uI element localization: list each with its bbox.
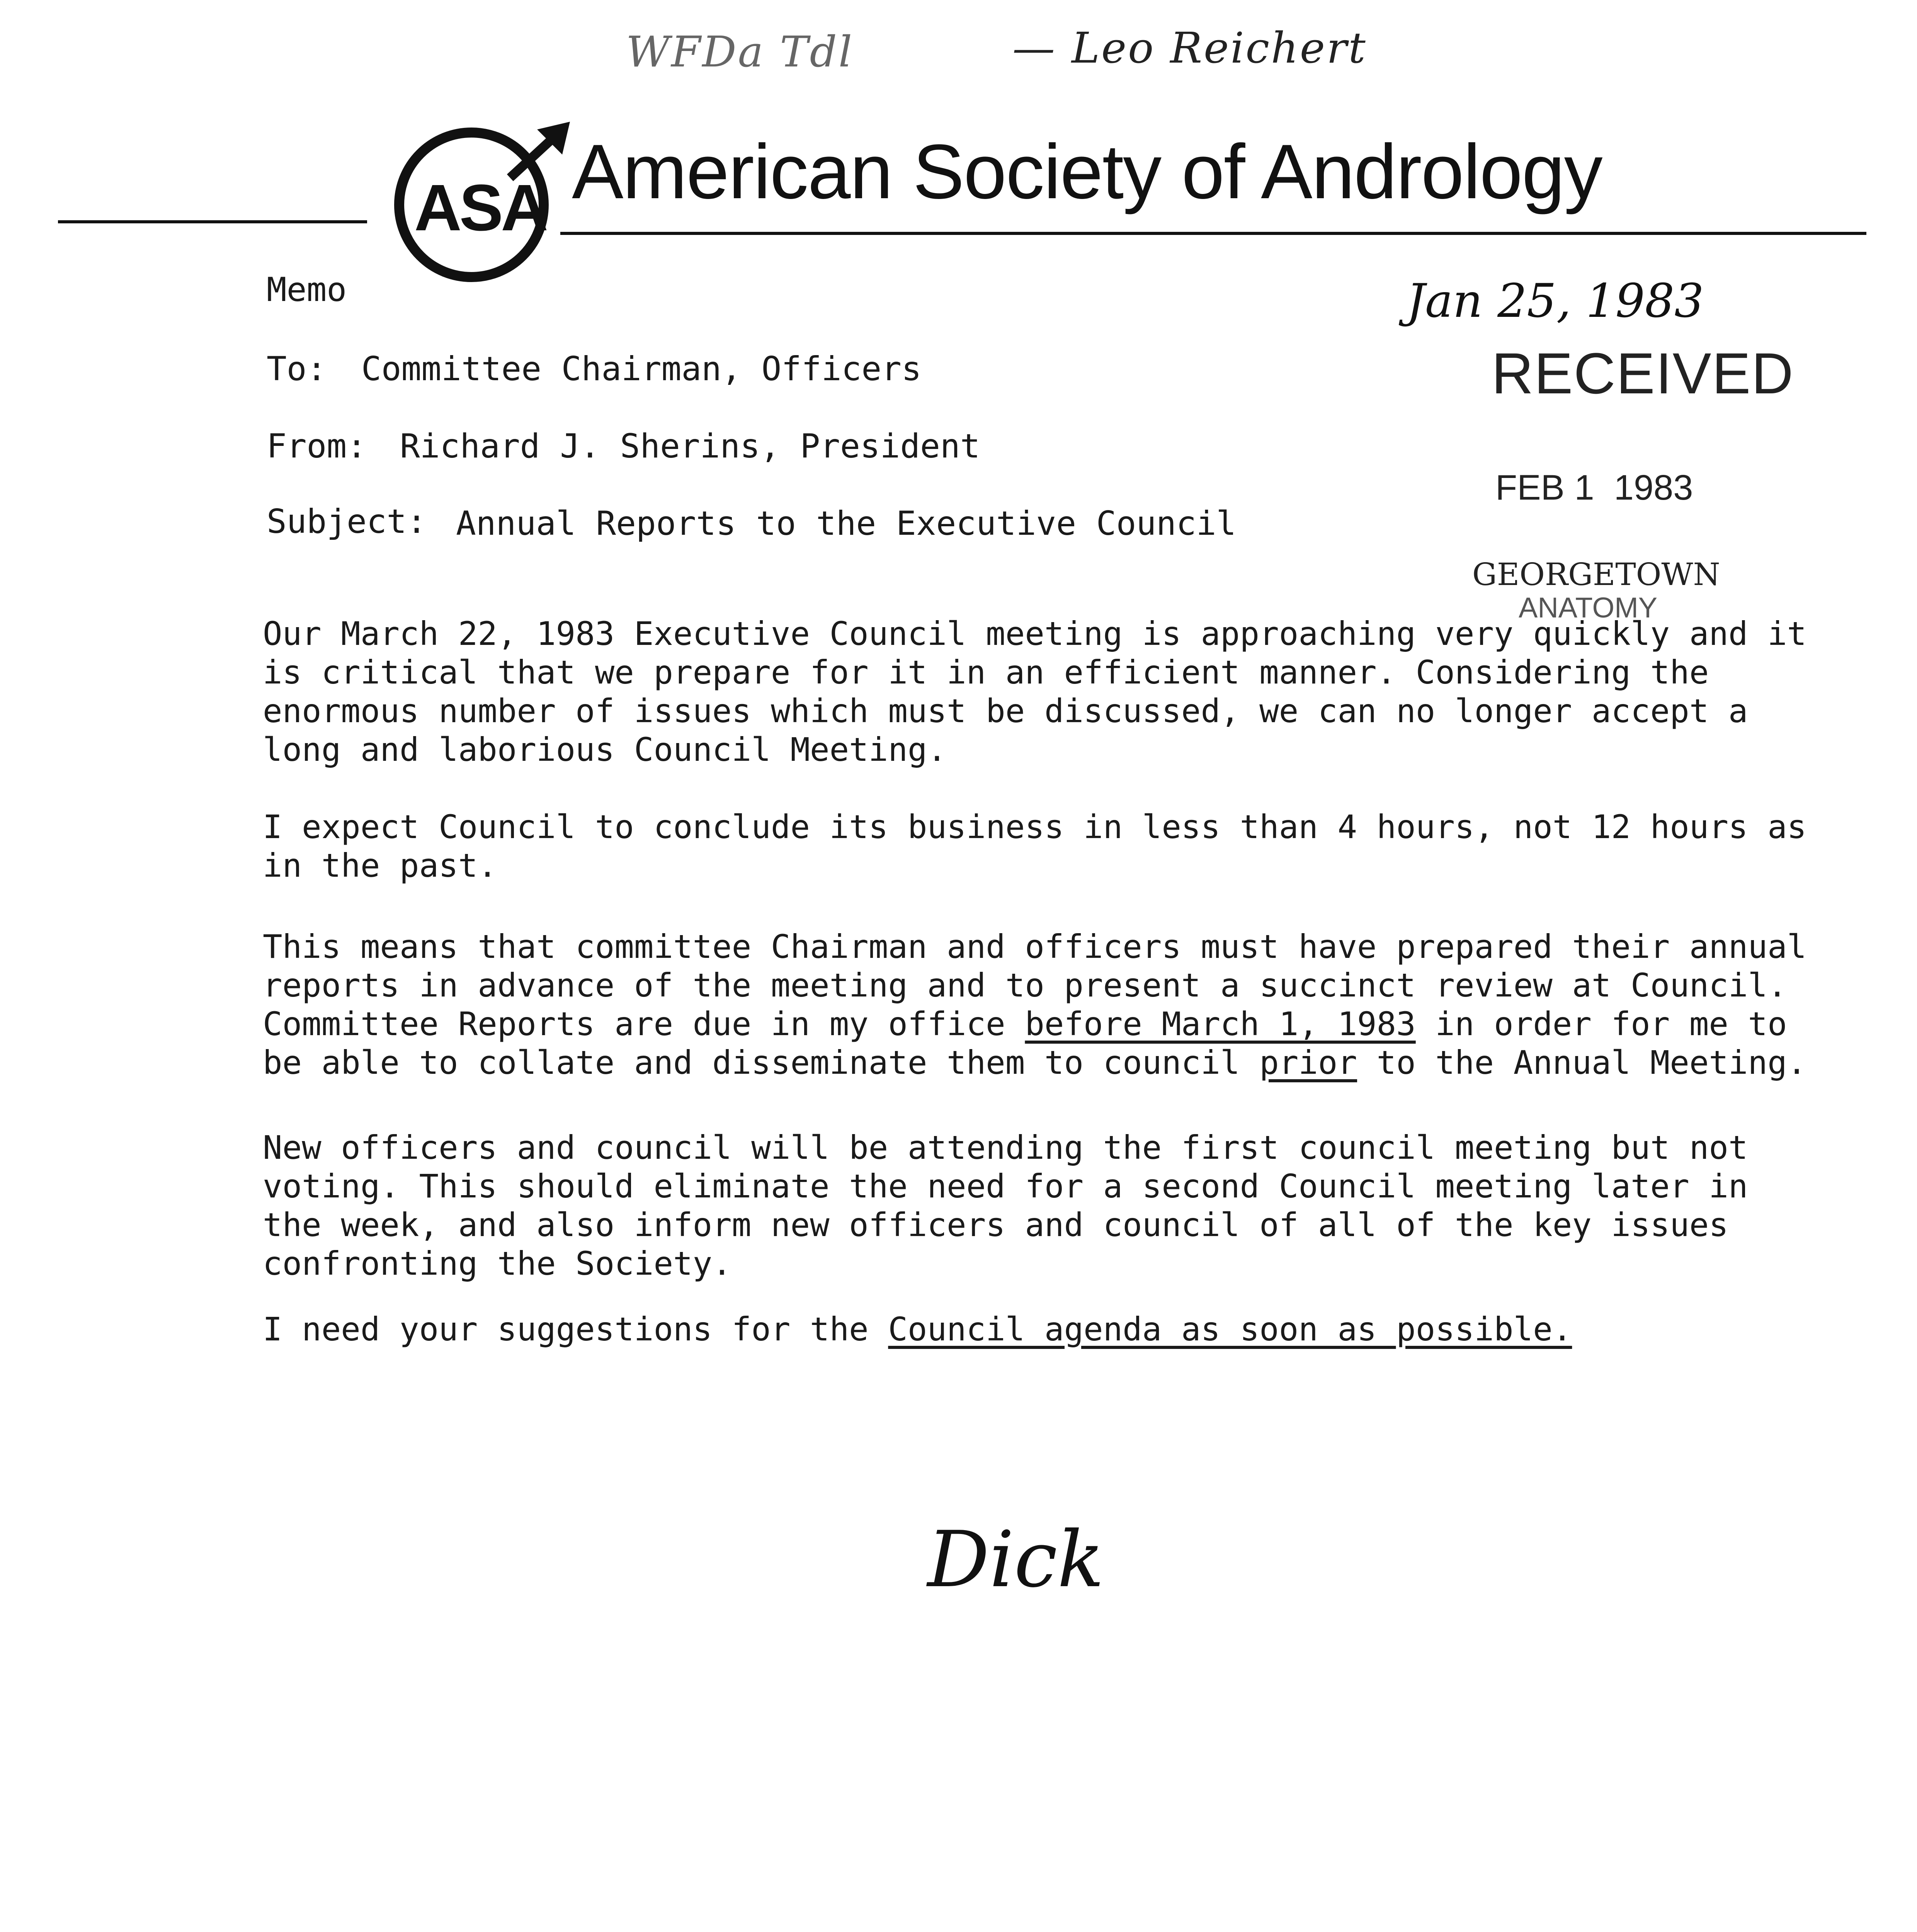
paragraph-line: in the past.	[263, 847, 497, 884]
text-segment: to the Annual Meeting.	[1357, 1044, 1807, 1082]
text-segment: I need your suggestions for the	[263, 1310, 888, 1348]
received-stamp-department: GEORGETOWN	[1472, 556, 1720, 592]
body-paragraph-4	[263, 1128, 1778, 1283]
subject-label: Subject:	[267, 502, 427, 541]
body-paragraph-5	[263, 1310, 1778, 1349]
to-label: To:	[267, 350, 327, 388]
handwritten-annotation-right: — Leo Reichert	[1012, 23, 1367, 73]
received-stamp: RECEIVED	[1492, 341, 1794, 406]
body-paragraph-1	[263, 614, 1807, 769]
paragraph-line: reports in advance of the meeting and to present a succinct review at Council.	[263, 966, 1787, 1004]
underlined-prior: prior	[1259, 1044, 1357, 1082]
handwritten-annotation-left: WFDa Tdl	[626, 27, 854, 77]
received-stamp-date: FEB 1 1983	[1495, 468, 1693, 507]
paragraph-line: enormous number of issues which must be discussed, we can no longer accept a	[263, 692, 1748, 730]
paragraph-line: confronting the Society.	[263, 1245, 732, 1282]
paragraph-line: the week, and also inform new officers and council of all of the key issues	[263, 1206, 1728, 1244]
male-symbol-arrow-icon	[506, 120, 572, 185]
asa-logo	[390, 120, 568, 286]
paragraph-line: long and laborious Council Meeting.	[263, 731, 947, 769]
paragraph-line: I expect Council to conclude its business in less than 4 hours, not 12 hours as	[263, 808, 1807, 846]
header-rule-right	[560, 232, 1866, 235]
handwritten-date: Jan 25, 1983	[1407, 274, 1704, 328]
text-segment: Committee Reports are due in my office	[263, 1005, 1025, 1043]
text-segment: in order for me to	[1415, 1005, 1787, 1043]
body-paragraph-2	[263, 808, 1807, 885]
header-rule-left	[58, 220, 367, 223]
signature: Dick	[927, 1515, 1104, 1605]
from-label: From:	[267, 427, 367, 466]
to-value: Committee Chairman, Officers	[361, 350, 922, 388]
paragraph-line: voting. This should eliminate the need for a second Council meeting later in	[263, 1167, 1748, 1205]
text-segment: be able to collate and disseminate them to council	[263, 1044, 1260, 1082]
received-stamp-department-2: ANATOMY	[1519, 592, 1658, 624]
organization-name: American Society of Andrology	[572, 129, 1602, 215]
paragraph-line: This means that committee Chairman and officers must have prepared their annual	[263, 928, 1807, 966]
body-paragraph-3	[263, 927, 1807, 1082]
subject-value: Annual Reports to the Executive Council	[456, 504, 1237, 543]
paragraph-line: is critical that we prepare for it in an efficient manner. Considering the	[263, 653, 1709, 691]
paragraph-line: New officers and council will be attending the first council meeting but not	[263, 1129, 1748, 1167]
paragraph-line	[263, 1005, 1787, 1043]
underlined-agenda: Council agenda as soon as possible.	[888, 1310, 1572, 1348]
paragraph-line	[263, 1310, 1778, 1349]
paragraph-line: Our March 22, 1983 Executive Council meeting is approaching very quickly and it	[263, 615, 1807, 653]
logo-text: ASA	[414, 171, 546, 245]
paragraph-line	[263, 1043, 1807, 1082]
underlined-deadline: before March 1, 1983	[1025, 1005, 1416, 1043]
from-value: Richard J. Sherins, President	[400, 427, 980, 466]
memo-label: Memo	[267, 270, 347, 309]
